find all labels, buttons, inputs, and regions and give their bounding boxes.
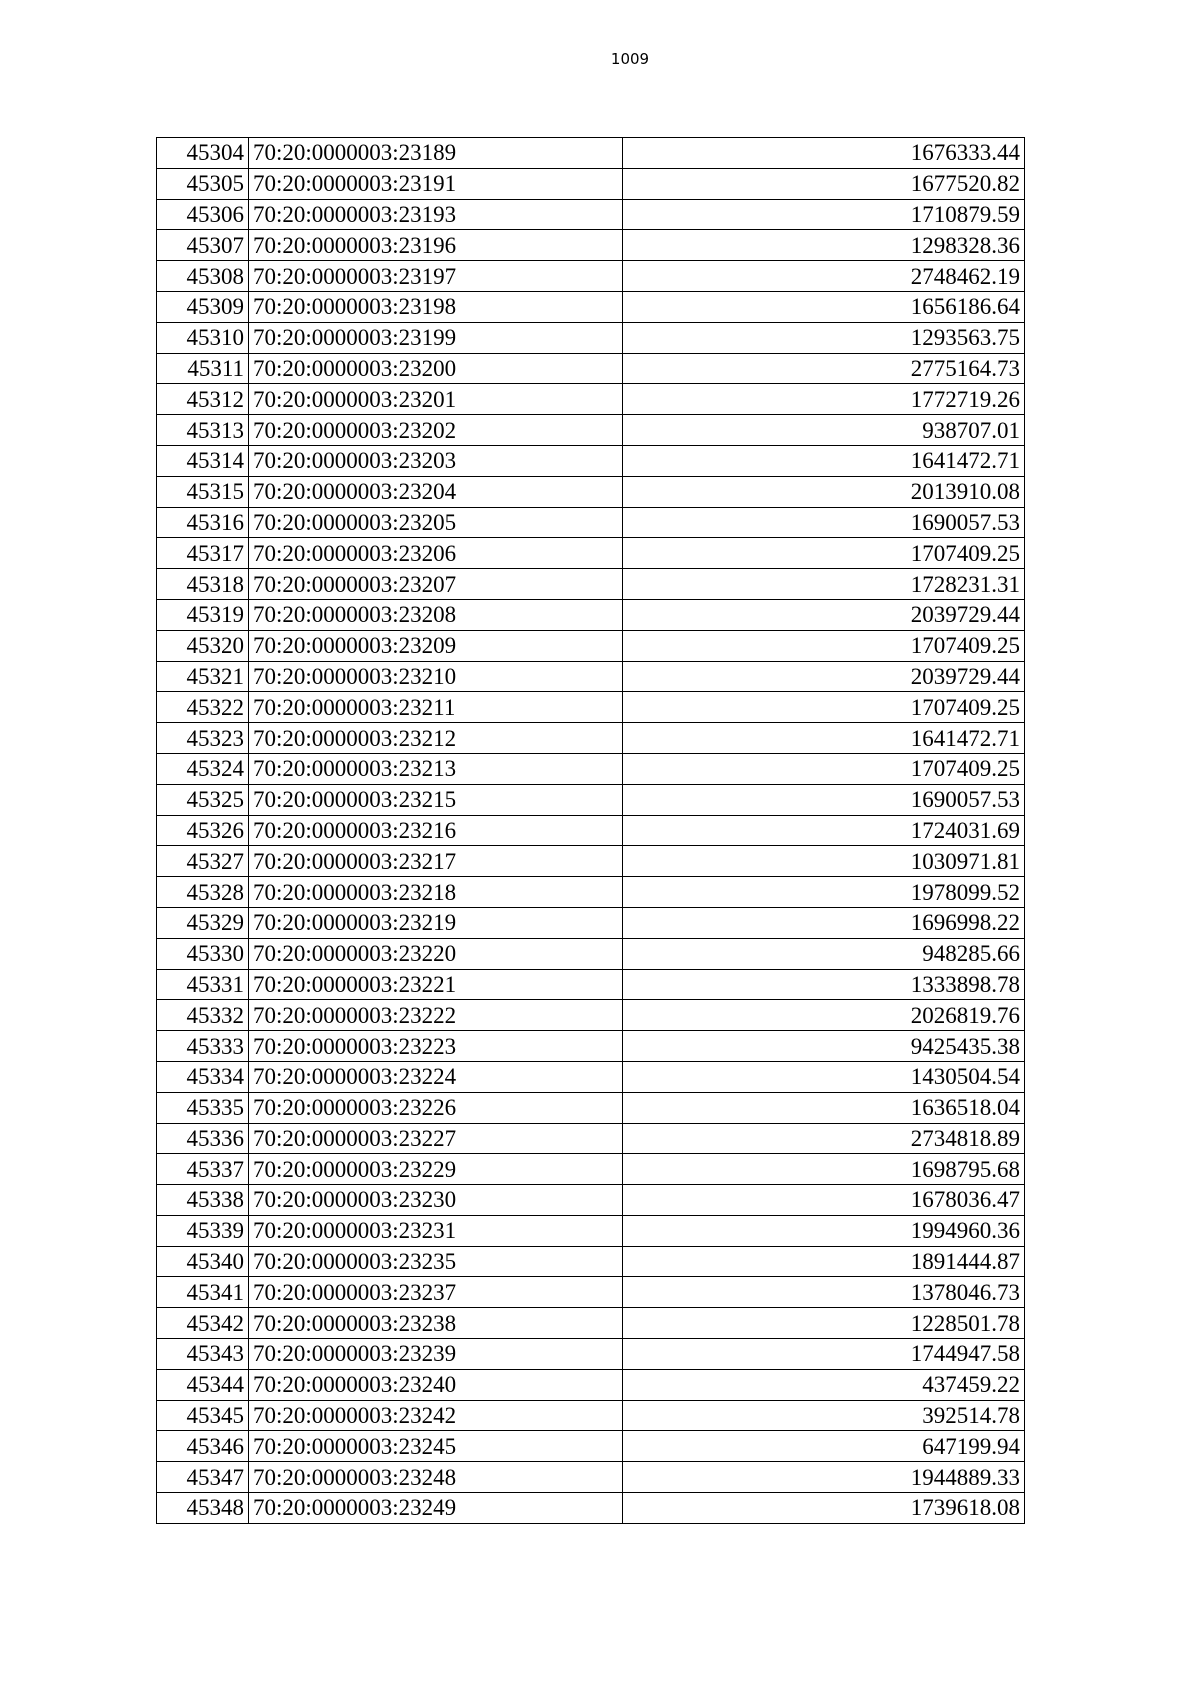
cadastral-number-cell: 70:20:0000003:23240: [249, 1369, 623, 1400]
row-number-cell: 45346: [157, 1431, 249, 1462]
cadastral-value-cell: 1698795.68: [623, 1154, 1025, 1185]
row-number-cell: 45318: [157, 569, 249, 600]
cadastral-number-cell: 70:20:0000003:23216: [249, 815, 623, 846]
cadastral-number-cell: 70:20:0000003:23249: [249, 1493, 623, 1524]
row-number-cell: 45324: [157, 753, 249, 784]
table-row: [157, 969, 1025, 1000]
cadastral-number-cell: 70:20:0000003:23206: [249, 538, 623, 569]
row-number-cell: 45341: [157, 1277, 249, 1308]
row-number-cell: 45340: [157, 1246, 249, 1277]
cadastral-value-cell: 1636518.04: [623, 1092, 1025, 1123]
table-row: [157, 138, 1025, 169]
table-row: [157, 230, 1025, 261]
table-row: [157, 1215, 1025, 1246]
cadastral-value-cell: 1678036.47: [623, 1185, 1025, 1216]
cadastral-value-cell: 9425435.38: [623, 1031, 1025, 1062]
row-number-cell: 45332: [157, 1000, 249, 1031]
cadastral-number-cell: 70:20:0000003:23207: [249, 569, 623, 600]
row-number-cell: 45326: [157, 815, 249, 846]
table-row: [157, 1369, 1025, 1400]
table-row: [157, 1000, 1025, 1031]
row-number-cell: 45316: [157, 507, 249, 538]
row-number-cell: 45329: [157, 907, 249, 938]
row-number-cell: 45348: [157, 1493, 249, 1524]
table-row: [157, 445, 1025, 476]
row-number-cell: 45338: [157, 1185, 249, 1216]
cadastral-value-cell: 1293563.75: [623, 322, 1025, 353]
cadastral-number-cell: 70:20:0000003:23191: [249, 168, 623, 199]
cadastral-number-cell: 70:20:0000003:23226: [249, 1092, 623, 1123]
table-row: [157, 415, 1025, 446]
row-number-cell: 45319: [157, 599, 249, 630]
row-number-cell: 45342: [157, 1308, 249, 1339]
table-row: [157, 1308, 1025, 1339]
cadastral-value-cell: 948285.66: [623, 938, 1025, 969]
row-number-cell: 45313: [157, 415, 249, 446]
cadastral-value-cell: 1710879.59: [623, 199, 1025, 230]
row-number-cell: 45334: [157, 1061, 249, 1092]
row-number-cell: 45330: [157, 938, 249, 969]
row-number-cell: 45345: [157, 1400, 249, 1431]
cadastral-value-cell: 2026819.76: [623, 1000, 1025, 1031]
table-row: [157, 877, 1025, 908]
cadastral-value-cell: 1696998.22: [623, 907, 1025, 938]
cadastral-number-cell: 70:20:0000003:23199: [249, 322, 623, 353]
cadastral-number-cell: 70:20:0000003:23196: [249, 230, 623, 261]
row-number-cell: 45320: [157, 630, 249, 661]
row-number-cell: 45331: [157, 969, 249, 1000]
cadastral-number-cell: 70:20:0000003:23205: [249, 507, 623, 538]
table-row: [157, 692, 1025, 723]
table-row: [157, 322, 1025, 353]
table-row: [157, 538, 1025, 569]
cadastral-number-cell: 70:20:0000003:23237: [249, 1277, 623, 1308]
table-row: [157, 630, 1025, 661]
cadastral-value-cell: 1978099.52: [623, 877, 1025, 908]
row-number-cell: 45323: [157, 723, 249, 754]
table-row: [157, 384, 1025, 415]
cadastral-value-cell: 1724031.69: [623, 815, 1025, 846]
table-row: [157, 199, 1025, 230]
cadastral-number-cell: 70:20:0000003:23248: [249, 1462, 623, 1493]
row-number-cell: 45317: [157, 538, 249, 569]
row-number-cell: 45304: [157, 138, 249, 169]
cadastral-number-cell: 70:20:0000003:23231: [249, 1215, 623, 1246]
table-body: [157, 138, 1025, 1524]
row-number-cell: 45321: [157, 661, 249, 692]
table-row: [157, 507, 1025, 538]
cadastral-number-cell: 70:20:0000003:23239: [249, 1339, 623, 1370]
row-number-cell: 45311: [157, 353, 249, 384]
cadastral-number-cell: 70:20:0000003:23202: [249, 415, 623, 446]
cadastral-number-cell: 70:20:0000003:23219: [249, 907, 623, 938]
table-row: [157, 1123, 1025, 1154]
cadastral-value-cell: 1656186.64: [623, 291, 1025, 322]
cadastral-number-cell: 70:20:0000003:23210: [249, 661, 623, 692]
cadastral-value-cell: 1707409.25: [623, 692, 1025, 723]
cadastral-value-cell: 1228501.78: [623, 1308, 1025, 1339]
row-number-cell: 45322: [157, 692, 249, 723]
row-number-cell: 45339: [157, 1215, 249, 1246]
cadastral-number-cell: 70:20:0000003:23242: [249, 1400, 623, 1431]
table-row: [157, 599, 1025, 630]
cadastral-number-cell: 70:20:0000003:23229: [249, 1154, 623, 1185]
cadastral-value-cell: 1707409.25: [623, 538, 1025, 569]
table-row: [157, 1092, 1025, 1123]
cadastral-value-cell: 1641472.71: [623, 445, 1025, 476]
cadastral-value-cell: 2748462.19: [623, 261, 1025, 292]
cadastral-value-cell: 1690057.53: [623, 784, 1025, 815]
page-number: 1009: [610, 50, 650, 68]
cadastral-value-cell: 1772719.26: [623, 384, 1025, 415]
table-row: [157, 353, 1025, 384]
cadastral-value-cell: 2039729.44: [623, 599, 1025, 630]
cadastral-number-cell: 70:20:0000003:23220: [249, 938, 623, 969]
cadastral-number-cell: 70:20:0000003:23213: [249, 753, 623, 784]
cadastral-value-cell: 1994960.36: [623, 1215, 1025, 1246]
cadastral-number-cell: 70:20:0000003:23201: [249, 384, 623, 415]
table-row: [157, 476, 1025, 507]
row-number-cell: 45314: [157, 445, 249, 476]
row-number-cell: 45308: [157, 261, 249, 292]
cadastral-number-cell: 70:20:0000003:23189: [249, 138, 623, 169]
cadastral-number-cell: 70:20:0000003:23215: [249, 784, 623, 815]
table-row: [157, 846, 1025, 877]
row-number-cell: 45347: [157, 1462, 249, 1493]
cadastral-value-cell: 1891444.87: [623, 1246, 1025, 1277]
cadastral-number-cell: 70:20:0000003:23197: [249, 261, 623, 292]
row-number-cell: 45315: [157, 476, 249, 507]
cadastral-value-cell: 1739618.08: [623, 1493, 1025, 1524]
cadastral-value-cell: 1333898.78: [623, 969, 1025, 1000]
cadastral-number-cell: 70:20:0000003:23209: [249, 630, 623, 661]
table-row: [157, 1400, 1025, 1431]
cadastral-value-cell: 1378046.73: [623, 1277, 1025, 1308]
row-number-cell: 45312: [157, 384, 249, 415]
row-number-cell: 45309: [157, 291, 249, 322]
row-number-cell: 45335: [157, 1092, 249, 1123]
cadastral-value-cell: 1944889.33: [623, 1462, 1025, 1493]
table-row: [157, 753, 1025, 784]
cadastral-number-cell: 70:20:0000003:23223: [249, 1031, 623, 1062]
cadastral-number-cell: 70:20:0000003:23227: [249, 1123, 623, 1154]
cadastral-value-cell: 1728231.31: [623, 569, 1025, 600]
cadastral-value-cell: 1677520.82: [623, 168, 1025, 199]
table-row: [157, 1462, 1025, 1493]
table-row: [157, 1246, 1025, 1277]
row-number-cell: 45333: [157, 1031, 249, 1062]
table-row: [157, 261, 1025, 292]
cadastral-number-cell: 70:20:0000003:23230: [249, 1185, 623, 1216]
cadastral-number-cell: 70:20:0000003:23224: [249, 1061, 623, 1092]
table-row: [157, 723, 1025, 754]
cadastral-number-cell: 70:20:0000003:23218: [249, 877, 623, 908]
row-number-cell: 45343: [157, 1339, 249, 1370]
cadastral-value-cell: 1744947.58: [623, 1339, 1025, 1370]
row-number-cell: 45337: [157, 1154, 249, 1185]
cadastral-number-cell: 70:20:0000003:23235: [249, 1246, 623, 1277]
cadastral-value-table: [156, 137, 1025, 1524]
cadastral-value-cell: 2013910.08: [623, 476, 1025, 507]
cadastral-value-cell: 2775164.73: [623, 353, 1025, 384]
cadastral-number-cell: 70:20:0000003:23245: [249, 1431, 623, 1462]
table-row: [157, 1185, 1025, 1216]
table-row: [157, 569, 1025, 600]
cadastral-value-cell: 1298328.36: [623, 230, 1025, 261]
table-row: [157, 815, 1025, 846]
cadastral-value-cell: 1676333.44: [623, 138, 1025, 169]
cadastral-value-cell: 1430504.54: [623, 1061, 1025, 1092]
cadastral-number-cell: 70:20:0000003:23238: [249, 1308, 623, 1339]
table-row: [157, 291, 1025, 322]
row-number-cell: 45310: [157, 322, 249, 353]
cadastral-value-cell: 1707409.25: [623, 630, 1025, 661]
cadastral-number-cell: 70:20:0000003:23203: [249, 445, 623, 476]
cadastral-value-cell: 392514.78: [623, 1400, 1025, 1431]
cadastral-value-cell: 1641472.71: [623, 723, 1025, 754]
table-row: [157, 938, 1025, 969]
cadastral-number-cell: 70:20:0000003:23217: [249, 846, 623, 877]
cadastral-number-cell: 70:20:0000003:23211: [249, 692, 623, 723]
table-row: [157, 1031, 1025, 1062]
row-number-cell: 45327: [157, 846, 249, 877]
cadastral-value-cell: 1030971.81: [623, 846, 1025, 877]
table-row: [157, 1061, 1025, 1092]
row-number-cell: 45344: [157, 1369, 249, 1400]
cadastral-number-cell: 70:20:0000003:23221: [249, 969, 623, 1000]
cadastral-number-cell: 70:20:0000003:23198: [249, 291, 623, 322]
table-row: [157, 1493, 1025, 1524]
cadastral-value-cell: 2039729.44: [623, 661, 1025, 692]
cadastral-value-cell: 1707409.25: [623, 753, 1025, 784]
table-row: [157, 661, 1025, 692]
row-number-cell: 45306: [157, 199, 249, 230]
table-row: [157, 1277, 1025, 1308]
table-row: [157, 784, 1025, 815]
cadastral-number-cell: 70:20:0000003:23208: [249, 599, 623, 630]
cadastral-number-cell: 70:20:0000003:23222: [249, 1000, 623, 1031]
cadastral-number-cell: 70:20:0000003:23212: [249, 723, 623, 754]
cadastral-number-cell: 70:20:0000003:23200: [249, 353, 623, 384]
row-number-cell: 45307: [157, 230, 249, 261]
row-number-cell: 45328: [157, 877, 249, 908]
cadastral-value-cell: 647199.94: [623, 1431, 1025, 1462]
cadastral-value-cell: 938707.01: [623, 415, 1025, 446]
row-number-cell: 45305: [157, 168, 249, 199]
cadastral-number-cell: 70:20:0000003:23193: [249, 199, 623, 230]
table-row: [157, 1339, 1025, 1370]
table-row: [157, 1431, 1025, 1462]
table-row: [157, 1154, 1025, 1185]
table-row: [157, 907, 1025, 938]
row-number-cell: 45336: [157, 1123, 249, 1154]
table-row: [157, 168, 1025, 199]
cadastral-value-cell: 1690057.53: [623, 507, 1025, 538]
row-number-cell: 45325: [157, 784, 249, 815]
cadastral-number-cell: 70:20:0000003:23204: [249, 476, 623, 507]
cadastral-value-cell: 2734818.89: [623, 1123, 1025, 1154]
cadastral-value-cell: 437459.22: [623, 1369, 1025, 1400]
